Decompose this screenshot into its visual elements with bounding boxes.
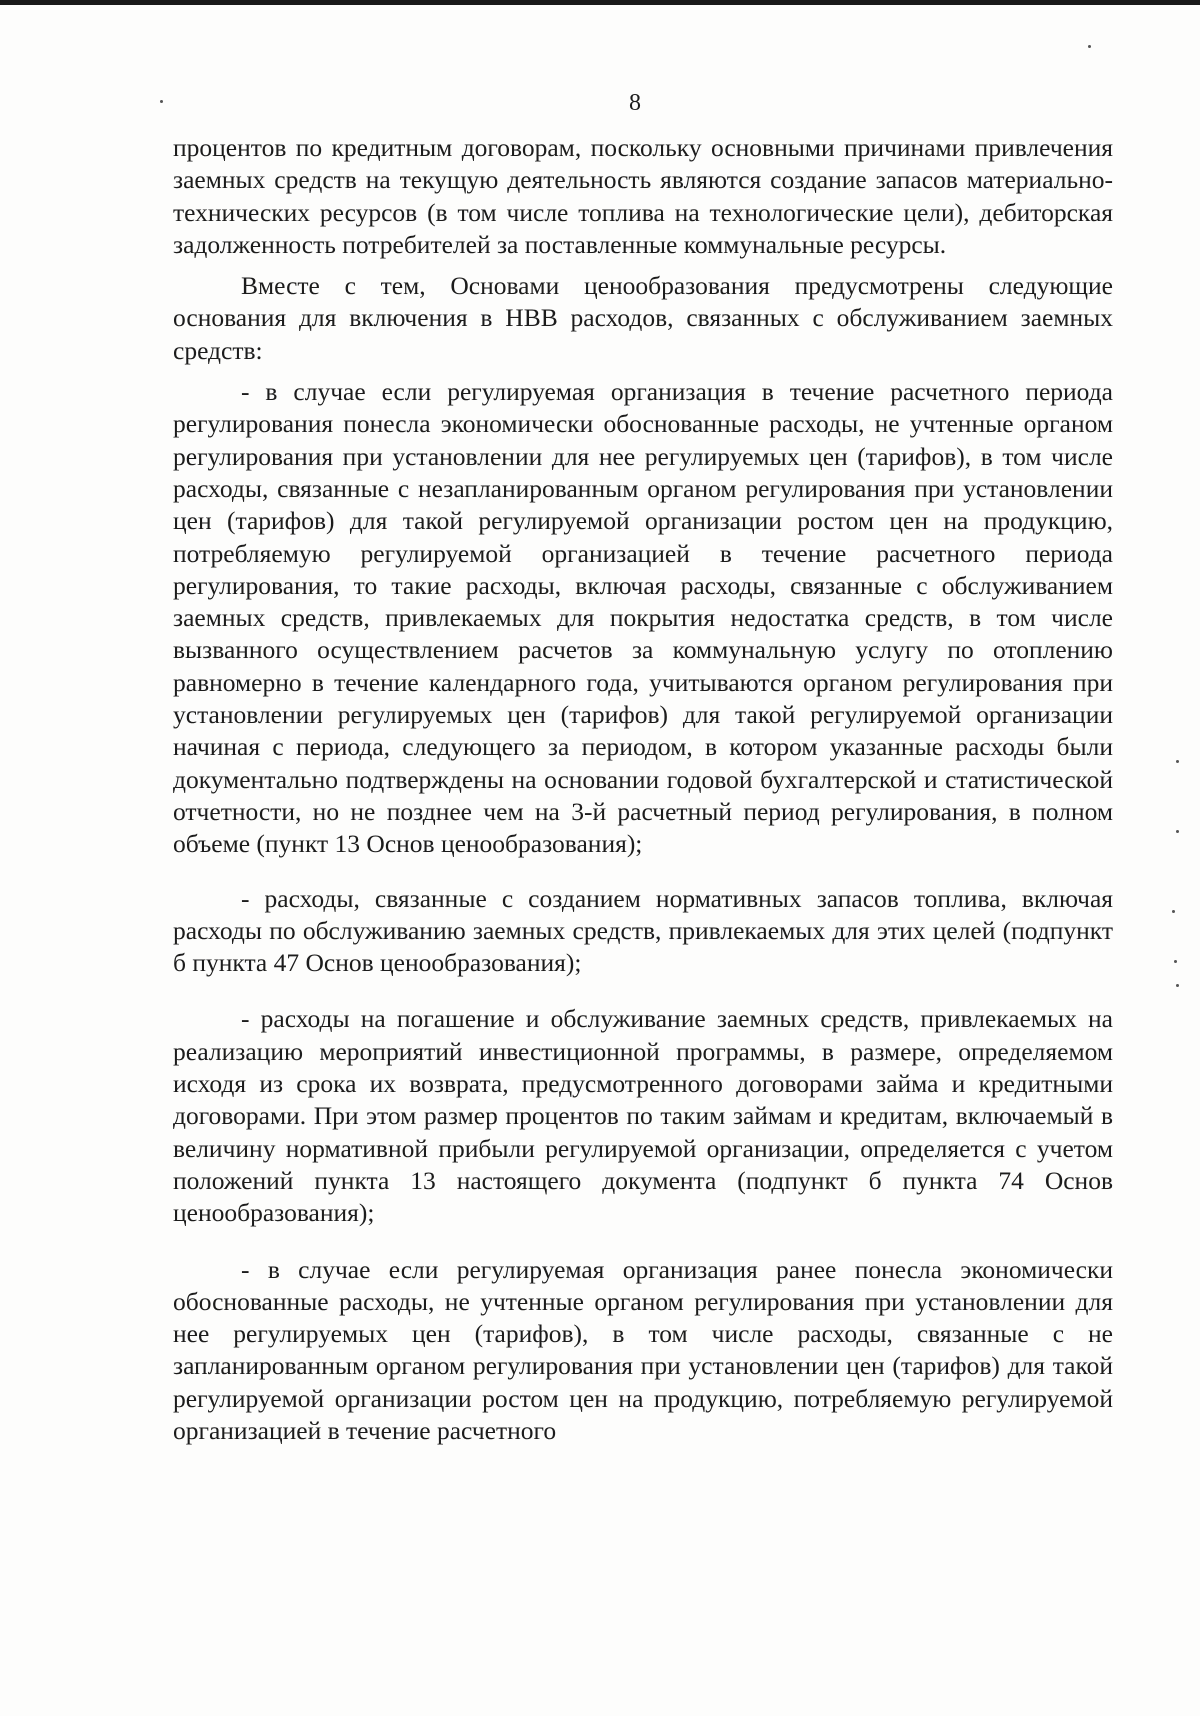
scan-speck [1176,984,1179,987]
list-item-continued: - в случае если регулируемая организация ранее понесла экономически обоснованные расходы, не учтенные органом регулирования при установлении для нее регулируемых цен (тарифов), в том числе расходы, связанные с не запланированным органом регулирования при установлении цен (тарифов) для такой регулируемой организации ростом цен на продукцию, потребляемую регулируемой организацией в течение расчетного [173,1254,1113,1445]
paragraph-continuation: процентов по кредитным договорам, поскольку основными причинами привлечения заемных средств на текущую деятельность являются создание запасов материально-технических ресурсов (в том числе топлива на технологические цели), дебиторская задолженность потребителей за поставленные коммунальные ресурсы. [173,133,1113,259]
paragraph-intro: Вместе с тем, Основами ценообразования предусмотрены следующие основания для включения в НВВ расходов, связанных с обслуживанием заемных средств: [173,271,1113,365]
scan-speck [160,100,163,103]
list-item-point-74: - расходы на погашение и обслуживание заемных средств, привлекаемых на реализацию мероприятий инвестиционной программы, в размере, определяемом исходя из срока их возврата, предусмотренного договорами займа и кредитными договорами. При этом размер процентов по таким займам и кредитам, включаемый в величину нормативной прибыли регулируемой организации, определяется с учетом положений пункта 13 настоящего документа (подпункт б пункта 74 Основ ценообразования); [173,1004,1113,1228]
page-number: 8 [629,90,641,116]
scan-speck [1172,910,1175,913]
scan-speck [1176,830,1179,833]
scan-speck [1174,960,1177,963]
scan-speck [1088,45,1091,48]
list-item-point-13: - в случае если регулируемая организация в течение расчетного периода регулирования понесла экономически обоснованные расходы, не учтенные органом регулирования при установлении для нее регулируемых цен (тарифов), в том числе расходы, связанные с незапланированным органом регулирования при установлении цен (тарифов) для такой регулируемой организации ростом цен на продукцию, потребляемую регулируемой организацией в течение расчетного периода регулирования, то такие расходы, включая расходы, связанные с обслуживанием заемных средств, привлекаемых для покрытия недостатка средств, в том числе вызванного осуществлением расчетов за коммунальную услугу по отоплению равномерно в течение календарного года, учитываются органом регулирования при установлении регулируемых цен (тарифов) для такой регулируемой организации начиная с периода, следующего за периодом, в котором указанные расходы были документально подтверждены на основании годовой бухгалтерской и статистической отчетности, но не позднее чем на 3-й расчетный период регулирования, в полном объеме (пункт 13 Основ ценообразования); [173,377,1113,859]
list-item-point-47: - расходы, связанные с созданием нормативных запасов топлива, включая расходы по обслуживанию заемных средств, привлекаемых для этих целей (подпункт б пункта 47 Основ ценообразования); [173,883,1113,978]
document-body [173,132,1113,1447]
scan-top-edge [0,0,1200,5]
scan-speck [1176,760,1179,763]
